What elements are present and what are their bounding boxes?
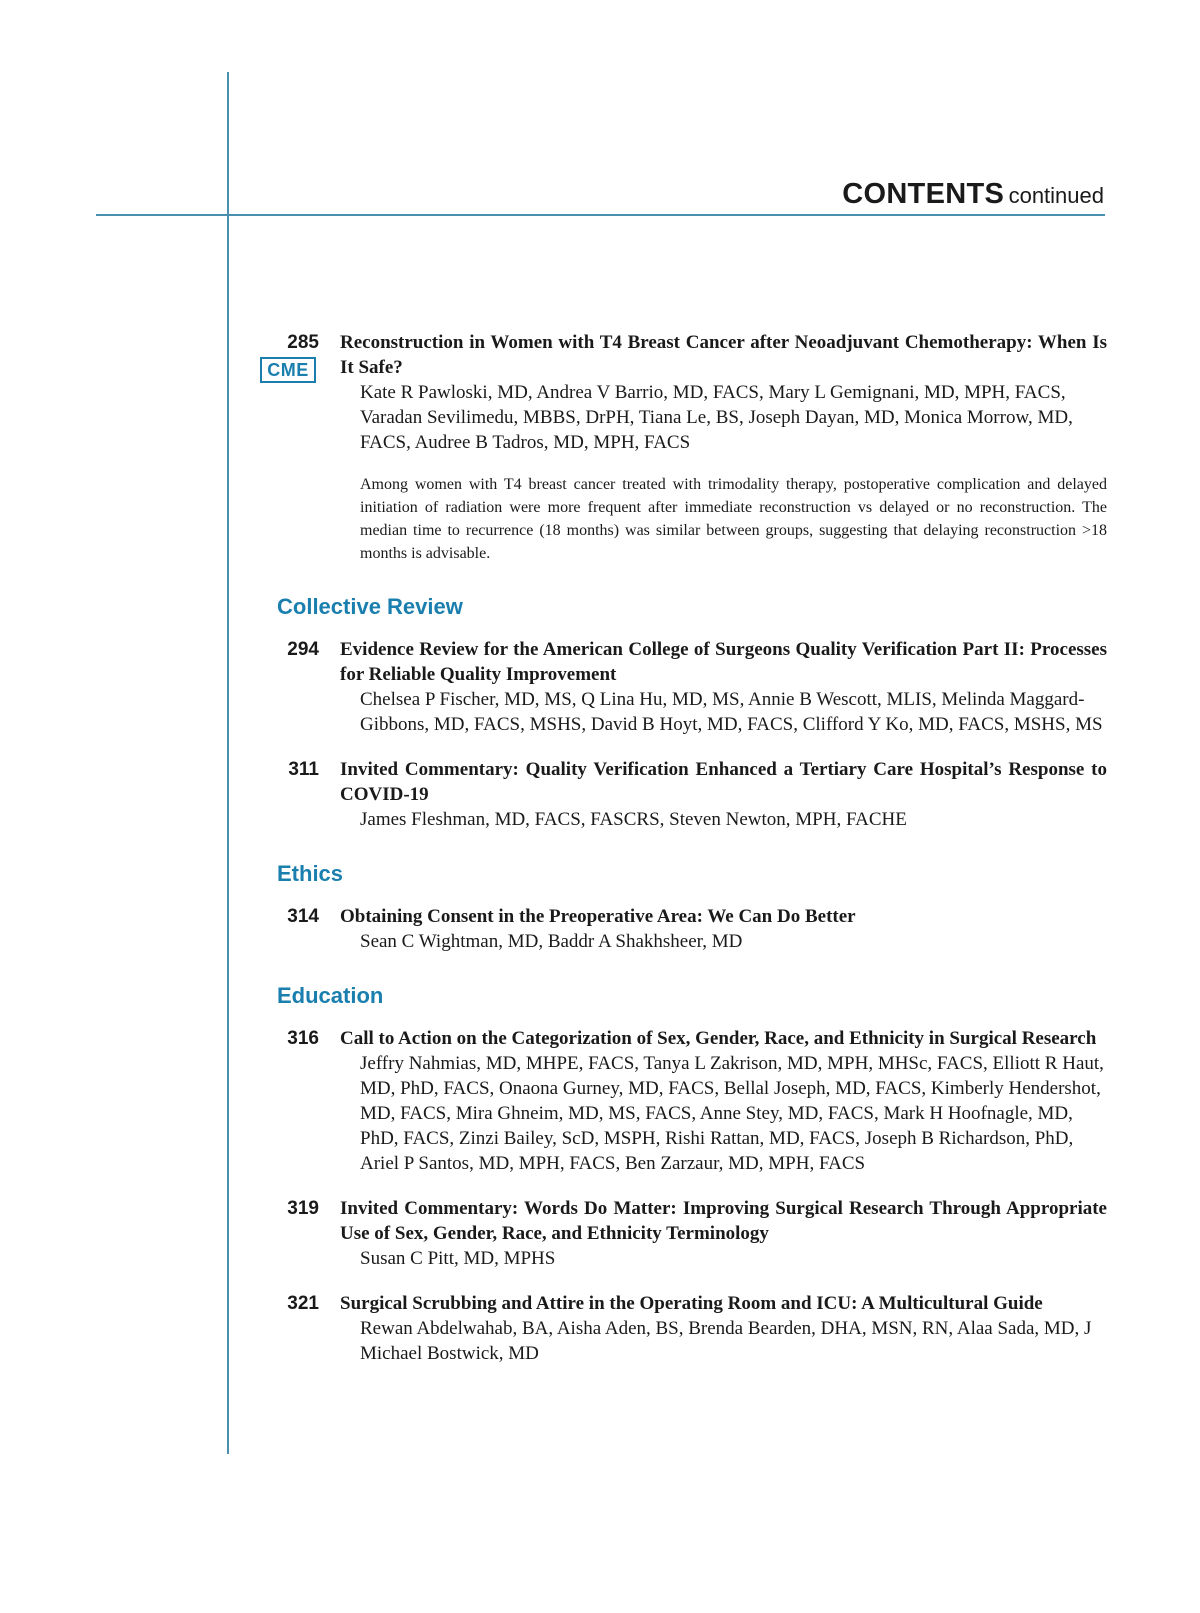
cme-badge: CME — [260, 357, 316, 383]
page-number: 314 — [287, 906, 319, 927]
article-authors: Rewan Abdelwahab, BA, Aisha Aden, BS, Brenda Bearden, DHA, MSN, RN, Alaa Sada, MD, J Michael Bostwick, MD — [360, 1318, 1092, 1364]
article-title[interactable]: Call to Action on the Categorization of Sex, Gender, Race, and Ethnicity in Surgical Research — [340, 1028, 1097, 1049]
article-title[interactable]: Evidence Review for the American College of Surgeons Quality Verification Part II: Processes for Reliable Quality Improvement — [340, 639, 1107, 685]
page-number: 321 — [287, 1293, 319, 1314]
toc-entry[interactable] — [277, 1291, 1107, 1366]
section-heading-collective-review: Collective Review — [277, 594, 463, 619]
page-header — [842, 178, 1104, 211]
article-authors: Sean C Wightman, MD, Baddr A Shakhsheer, MD — [360, 931, 743, 952]
page-number: 316 — [287, 1028, 319, 1049]
section-heading-ethics: Ethics — [277, 861, 344, 886]
article-title[interactable]: Surgical Scrubbing and Attire in the Operating Room and ICU: A Multicultural Guide — [340, 1293, 1043, 1314]
article-abstract: Among women with T4 breast cancer treated with trimodality therapy, postoperative complication and delayed initiation of radiation were more frequent after immediate reconstruction vs delayed or no reconstruction. The median time to recurrence (18 months) was similar between groups, suggesting that delaying reconstruction >18 months is advisable. — [360, 476, 1107, 562]
section-heading-education: Education — [277, 983, 384, 1008]
article-authors: Kate R Pawloski, MD, Andrea V Barrio, MD, FACS, Mary L Gemignani, MD, MPH, FACS, Varadan Sevilimedu, MBBS, DrPH, Tiana Le, BS, Joseph Dayan, MD, Monica Morrow, MD, FACS, Audree B Tadros, MD, MPH, FACS — [360, 382, 1073, 453]
toc-entry[interactable] — [277, 757, 1107, 832]
article-title[interactable]: Invited Commentary: Quality Verification Enhanced a Tertiary Care Hospital’s Response to COVID-19 — [340, 759, 1107, 805]
toc-entry[interactable] — [277, 1026, 1107, 1176]
toc-entry[interactable] — [267, 330, 1107, 565]
toc-entry[interactable] — [277, 637, 1107, 737]
header-horizontal-rule — [96, 214, 1105, 216]
toc-entry[interactable] — [277, 904, 1107, 954]
page-number: 319 — [287, 1198, 319, 1219]
contents-list — [267, 330, 1107, 1386]
article-authors: James Fleshman, MD, FACS, FASCRS, Steven Newton, MPH, FACHE — [360, 809, 907, 830]
page-number: 294 — [287, 639, 319, 660]
header-title: CONTENTS — [842, 178, 1005, 210]
article-title[interactable]: Reconstruction in Women with T4 Breast Cancer after Neoadjuvant Chemotherapy: When Is It Safe? — [340, 332, 1107, 378]
article-authors: Jeffry Nahmias, MD, MHPE, FACS, Tanya L Zakrison, MD, MPH, MHSc, FACS, Elliott R Haut, MD, PhD, FACS, Onaona Gurney, MD, FACS, Bellal Joseph, MD, FACS, Kimberly Hendershot, MD, FACS, Mira Ghneim, MD, MS, FACS, Anne Stey, MD, FACS, Mark H Hoofnagle, MD, PhD, FACS, Zinzi Bailey, ScD, MSPH, Rishi Rattan, MD, FACS, Joseph B Richardson, PhD, Ariel P Santos, MD, MPH, FACS, Ben Zarzaur, MD, MPH, FACS — [360, 1053, 1104, 1174]
article-authors: Chelsea P Fischer, MD, MS, Q Lina Hu, MD, MS, Annie B Wescott, MLIS, Melinda Maggard-Gibbons, MD, FACS, MSHS, David B Hoyt, MD, FACS, Clifford Y Ko, MD, FACS, MSHS, MS — [360, 689, 1103, 735]
article-title[interactable]: Invited Commentary: Words Do Matter: Improving Surgical Research Through Appropriate Use of Sex, Gender, Race, and Ethnicity Terminology — [340, 1198, 1107, 1244]
toc-entry[interactable] — [277, 1196, 1107, 1271]
page-number: 311 — [288, 759, 319, 780]
header-continued: continued — [1008, 183, 1104, 208]
article-authors: Susan C Pitt, MD, MPHS — [360, 1248, 556, 1269]
margin-vertical-rule — [227, 72, 229, 1454]
article-title[interactable]: Obtaining Consent in the Preoperative Area: We Can Do Better — [340, 906, 856, 927]
page-number: 285 — [287, 332, 319, 353]
